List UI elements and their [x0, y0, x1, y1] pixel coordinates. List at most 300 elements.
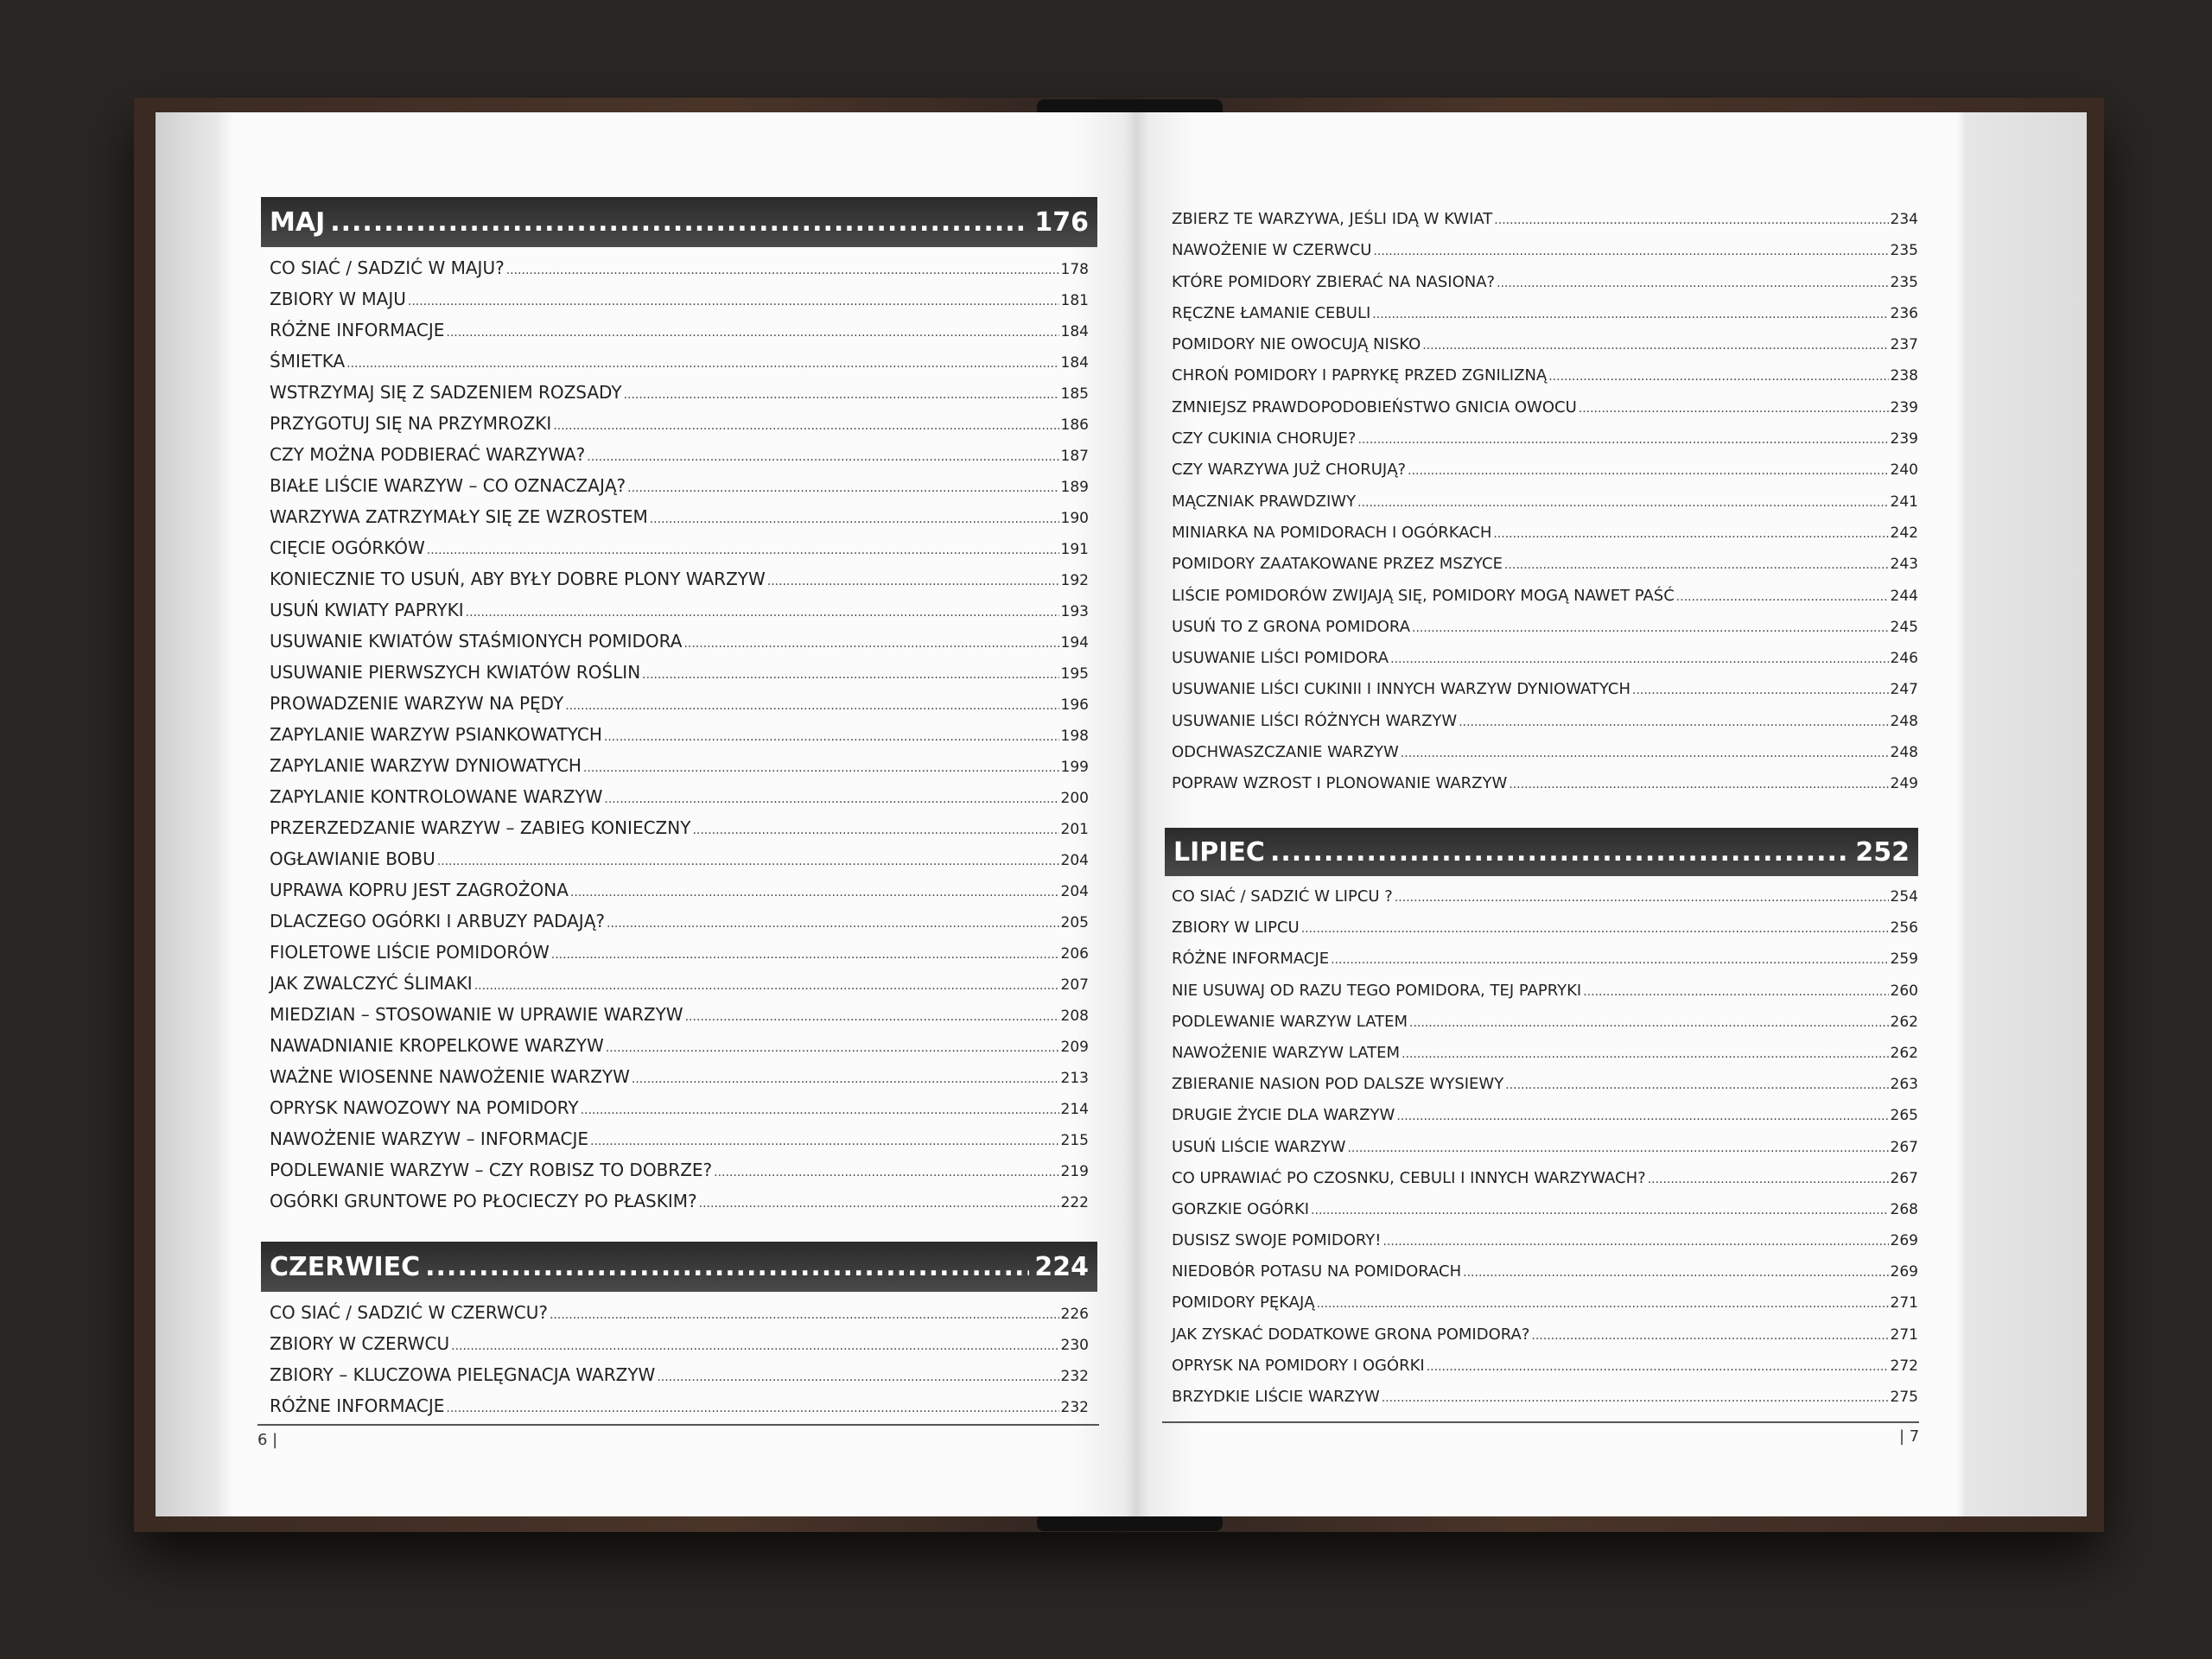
- leader-dots: [570, 877, 1059, 906]
- toc-entry: [261, 937, 1097, 968]
- entry-title: BRZYDKIE LIŚCIE WARZYW: [1172, 1388, 1380, 1406]
- entry-title: FIOLETOWE LIŚCIE POMIDORÓW: [270, 942, 550, 963]
- entry-page: 269: [1890, 1263, 1918, 1281]
- toc-entry: [1165, 1069, 1918, 1100]
- leader-dots: [437, 846, 1059, 874]
- entry-title: USUWANIE PIERWSZYCH KWIATÓW ROŚLIN: [270, 662, 641, 683]
- entry-title: MĄCZNIAK PRAWDZIWY: [1172, 492, 1357, 511]
- entry-title: DRUGIE ŻYCIE DLA WARZYW: [1172, 1106, 1395, 1125]
- entry-title: CIĘCIE OGÓRKÓW: [270, 537, 425, 558]
- toc-entry: [261, 346, 1097, 377]
- leader-dots: [607, 908, 1059, 937]
- leader-dots: [1463, 1257, 1888, 1287]
- toc-entry: [1165, 267, 1918, 298]
- toc-entry: [261, 439, 1097, 470]
- toc-entry: [1165, 912, 1918, 944]
- toc-entry: [261, 968, 1097, 999]
- leader-dots: [1402, 1039, 1888, 1069]
- leader-dots: [1396, 1101, 1888, 1131]
- entry-title: ZBIORY W CZERWCU: [270, 1333, 450, 1354]
- entry-title: NIEDOBÓR POTASU NA POMIDORACH: [1172, 1262, 1462, 1281]
- leader-dots: [451, 1331, 1058, 1359]
- entry-page: 204: [1060, 883, 1089, 900]
- toc-entry: [1165, 1132, 1918, 1163]
- toc-entry: [1165, 204, 1918, 235]
- entry-page: 232: [1060, 1368, 1089, 1385]
- toc-entry: [261, 688, 1097, 719]
- leader-dots: [1383, 1226, 1889, 1256]
- toc-entry: [1165, 1256, 1918, 1287]
- entry-title: NIE USUWAJ OD RAZU TEGO POMIDORA, TEJ PAPRYKI: [1172, 981, 1582, 1000]
- toc-entry: [261, 1123, 1097, 1154]
- leader-dots: [692, 815, 1058, 843]
- entry-page: 260: [1890, 982, 1918, 1000]
- section-page: 224: [1034, 1251, 1089, 1282]
- leader-dots: [466, 597, 1059, 626]
- leader-dots: [714, 1157, 1058, 1185]
- entry-page: 184: [1060, 323, 1089, 340]
- toc-entry: [261, 315, 1097, 346]
- entry-title: DLACZEGO OGÓRKI I ARBUZY PADAJĄ?: [270, 911, 605, 931]
- toc-entry: [261, 1359, 1097, 1390]
- entry-title: CZY CUKINIA CHORUJE?: [1172, 429, 1357, 448]
- leader-dots: [1347, 1133, 1888, 1163]
- toc-continued: [1165, 204, 1918, 800]
- toc-entry: [261, 843, 1097, 874]
- leader-dots: [604, 721, 1059, 750]
- entry-page: 239: [1890, 398, 1918, 416]
- toc-entry: [261, 812, 1097, 843]
- entry-title: NAWADNIANIE KROPELKOWE WARZYW: [270, 1035, 604, 1056]
- leader-dots: [767, 566, 1059, 594]
- entry-page: 239: [1890, 430, 1918, 448]
- entry-title: POPRAW WZROST I PLONOWANIE WARZYW: [1172, 774, 1508, 793]
- footer-rule: [257, 1424, 1099, 1426]
- leader-dots: [1648, 1164, 1889, 1194]
- entry-title: MIEDZIAN – STOSOWANIE W UPRAWIE WARZYW: [270, 1004, 683, 1025]
- entry-title: GORZKIE OGÓRKI: [1172, 1199, 1310, 1218]
- leader-dots: [1373, 236, 1888, 266]
- leader-dots: [604, 784, 1058, 812]
- leader-dots: [1372, 299, 1888, 329]
- entry-page: 267: [1890, 1138, 1918, 1156]
- entry-page: 198: [1060, 728, 1089, 745]
- entry-page: 195: [1060, 665, 1089, 683]
- leader-dots: [1395, 882, 1889, 912]
- toc-entry: [261, 1030, 1097, 1061]
- entry-page: 222: [1060, 1194, 1089, 1211]
- toc-entry: [261, 252, 1097, 283]
- toc-entry: [1165, 1038, 1918, 1069]
- toc-entry: [1165, 329, 1918, 360]
- entry-page: 192: [1060, 572, 1089, 589]
- entry-page: 248: [1890, 744, 1918, 762]
- entry-title: PODLEWANIE WARZYW – CZY ROBISZ TO DOBRZE?: [270, 1160, 713, 1180]
- entry-page: 196: [1060, 696, 1089, 714]
- entry-list: [1165, 204, 1918, 800]
- entry-title: ZBIORY W LIPCU: [1172, 918, 1300, 938]
- leader-dots: [1579, 393, 1889, 423]
- entry-page: 185: [1060, 385, 1089, 403]
- entry-page: 235: [1890, 242, 1918, 260]
- entry-title: KTÓRE POMIDORY ZBIERAĆ NA NASIONA?: [1172, 272, 1496, 291]
- entry-page: 245: [1890, 618, 1918, 636]
- leader-dots: [632, 1064, 1059, 1092]
- toc-entry: [1165, 1163, 1918, 1194]
- leader-dots: [1317, 1288, 1889, 1319]
- entry-page: 209: [1060, 1039, 1089, 1056]
- entry-page: 199: [1060, 759, 1089, 776]
- entry-page: 234: [1890, 211, 1918, 228]
- entry-title: CZY MOŻNA PODBIERAĆ WARZYWA?: [270, 444, 586, 465]
- entry-title: CHROŃ POMIDORY I PAPRYKĘ PRZED ZGNILIZNĄ: [1172, 366, 1548, 385]
- entry-title: NAWOŻENIE WARZYW – INFORMACJE: [270, 1128, 589, 1149]
- leader-dots: [627, 473, 1058, 501]
- section-page: 252: [1855, 836, 1910, 868]
- entry-page: 275: [1890, 1389, 1918, 1406]
- leader-dots: [1497, 268, 1888, 298]
- leader-dots: [657, 1362, 1058, 1390]
- leader-dots: [624, 379, 1059, 408]
- entry-page: 265: [1890, 1107, 1918, 1125]
- toc-entry: [261, 781, 1097, 812]
- leader-dots: [1357, 487, 1888, 518]
- entry-title: PODLEWANIE WARZYW LATEM: [1172, 1012, 1408, 1031]
- toc-entry: [261, 657, 1097, 688]
- entry-page: 249: [1890, 775, 1918, 793]
- entry-title: ZMNIEJSZ PRAWDOPODOBIEŃSTWO GNICIA OWOCU: [1172, 397, 1577, 416]
- section-title: MAJ: [270, 207, 326, 238]
- entry-title: ZBIERZ TE WARZYWA, JEŚLI IDĄ W KWIAT: [1172, 210, 1493, 228]
- entry-page: 186: [1060, 416, 1089, 434]
- toc-entry: [1165, 298, 1918, 329]
- entry-page: 243: [1890, 556, 1918, 574]
- section-header: [261, 1242, 1097, 1292]
- entry-title: ZBIORY W MAJU: [270, 289, 406, 309]
- leader-dots: [1422, 330, 1888, 360]
- section-title: LIPIEC: [1173, 836, 1265, 868]
- toc-entry: [1165, 1319, 1918, 1351]
- entry-page: 178: [1060, 261, 1089, 278]
- entry-title: ZAPYLANIE WARZYW PSIANKOWATYCH: [270, 724, 602, 745]
- entry-page: 244: [1890, 587, 1918, 605]
- leader-dots: [408, 286, 1059, 315]
- toc-entry: [261, 1328, 1097, 1359]
- spine-bottom: [1037, 1514, 1223, 1531]
- entry-page: 206: [1060, 945, 1089, 963]
- leader-dots: [1494, 205, 1888, 235]
- leader-dots: [1509, 769, 1888, 799]
- entry-title: PRZERZEDZANIE WARZYW – ZABIEG KONIECZNY: [270, 817, 691, 838]
- entry-title: DUSISZ SWOJE POMIDORY!: [1172, 1231, 1382, 1250]
- leader-dots: [606, 1033, 1059, 1061]
- entry-title: NAWOŻENIE W CZERWCU: [1172, 241, 1372, 260]
- page-number: | 7: [1899, 1427, 1920, 1446]
- entry-title: WAŻNE WIOSENNE NAWOŻENIE WARZYW: [270, 1066, 630, 1087]
- page-number: 6 |: [257, 1431, 278, 1449]
- toc-entry: [1165, 643, 1918, 674]
- entry-title: USUWANIE KWIATÓW STAŚMIONYCH POMIDORA: [270, 631, 683, 652]
- entry-title: POMIDORY ZAATAKOWANE PRZEZ MSZYCE: [1172, 555, 1503, 574]
- toc-entry: [1165, 1007, 1918, 1038]
- entry-title: USUŃ KWIATY PAPRYKI: [270, 600, 464, 620]
- entry-page: 240: [1890, 461, 1918, 480]
- entry-page: 248: [1890, 712, 1918, 730]
- entry-page: 214: [1060, 1101, 1089, 1118]
- entry-title: ZBIERANIE NASION POD DALSZE WYSIEWY: [1172, 1075, 1504, 1094]
- section-page: 176: [1034, 207, 1089, 238]
- entry-title: BIAŁE LIŚCIE WARZYW – CO OZNACZAJĄ?: [270, 475, 626, 496]
- toc-entry: [1165, 486, 1918, 518]
- entry-title: NAWOŻENIE WARZYW LATEM: [1172, 1043, 1401, 1062]
- entry-page: 272: [1890, 1357, 1918, 1375]
- entry-title: OGŁAWIANIE BOBU: [270, 849, 435, 869]
- toc-entry: [1165, 1100, 1918, 1131]
- toc-section-czerwiec: [261, 1242, 1097, 1421]
- toc-entry: [261, 377, 1097, 408]
- toc-entry: [261, 719, 1097, 750]
- entry-page: 189: [1060, 479, 1089, 496]
- toc-entry: [1165, 360, 1918, 391]
- toc-entry: [1165, 1351, 1918, 1382]
- toc-entry: [1165, 1382, 1918, 1413]
- entry-title: ODCHWASZCZANIE WARZYW: [1172, 743, 1399, 762]
- entry-list: [261, 252, 1097, 1217]
- toc-entry: [1165, 612, 1918, 643]
- entry-title: CO SIAĆ / SADZIĆ W CZERWCU?: [270, 1302, 548, 1323]
- toc-entry: [1165, 1194, 1918, 1225]
- entry-page: 184: [1060, 354, 1089, 372]
- entry-title: POMIDORY NIE OWOCUJĄ NISKO: [1172, 335, 1421, 354]
- leader-dots: [1331, 944, 1888, 975]
- leader-dots: [425, 1252, 1029, 1282]
- entry-page: 226: [1060, 1306, 1089, 1323]
- leader-dots: [1632, 675, 1889, 705]
- toc-section-maj: [261, 197, 1097, 1217]
- leader-dots: [590, 1126, 1059, 1154]
- leader-dots: [587, 442, 1058, 470]
- entry-title: POMIDORY PĘKAJĄ: [1172, 1294, 1315, 1313]
- leader-dots: [685, 1001, 1059, 1030]
- leader-dots: [1583, 976, 1888, 1007]
- entry-title: KONIECZNIE TO USUŃ, ABY BYŁY DOBRE PLONY WARZYW: [270, 569, 766, 589]
- entry-title: ZAPYLANIE KONTROLOWANE WARZYW: [270, 786, 603, 807]
- entry-title: WARZYWA ZATRZYMAŁY SIĘ ZE WZROSTEM: [270, 506, 648, 527]
- entry-page: 241: [1890, 493, 1918, 511]
- toc-entry: [261, 532, 1097, 563]
- entry-title: CO SIAĆ / SADZIĆ W LIPCU ?: [1172, 887, 1393, 906]
- toc-entry: [1165, 674, 1918, 705]
- entry-title: CO SIAĆ / SADZIĆ W MAJU?: [270, 257, 505, 278]
- toc-entry: [261, 1092, 1097, 1123]
- leader-dots: [683, 628, 1058, 657]
- leader-dots: [550, 1300, 1059, 1328]
- entry-page: 254: [1890, 888, 1918, 906]
- entry-page: 238: [1890, 367, 1918, 385]
- toc-entry: [261, 1297, 1097, 1328]
- section-header: [1165, 828, 1918, 876]
- leader-dots: [1493, 518, 1888, 549]
- leader-dots: [1270, 837, 1850, 868]
- leader-dots: [1301, 913, 1889, 944]
- entry-page: 237: [1890, 336, 1918, 354]
- leader-dots: [1408, 455, 1888, 486]
- leader-dots: [1427, 1351, 1889, 1382]
- entry-title: RĘCZNE ŁAMANIE CEBULI: [1172, 303, 1371, 322]
- entry-title: OPRYSK NA POMIDORY I OGÓRKI: [1172, 1356, 1425, 1375]
- leader-dots: [1412, 613, 1889, 643]
- leader-dots: [446, 317, 1058, 346]
- toc-entry: [261, 1061, 1097, 1092]
- entry-page: 236: [1890, 304, 1918, 322]
- toc-entry: [261, 408, 1097, 439]
- toc-entry: [1165, 549, 1918, 580]
- toc-entry: [261, 1185, 1097, 1217]
- leader-dots: [583, 753, 1059, 781]
- entry-page: 201: [1060, 821, 1089, 838]
- entry-page: 215: [1060, 1132, 1089, 1149]
- leader-dots: [1382, 1382, 1889, 1413]
- leader-dots: [474, 970, 1059, 999]
- toc-entry: [1165, 768, 1918, 799]
- leader-dots: [1409, 1007, 1889, 1038]
- entry-title: RÓŻNE INFORMACJE: [270, 320, 445, 340]
- leader-dots: [1311, 1195, 1888, 1225]
- section-header: [261, 197, 1097, 247]
- entry-page: 213: [1060, 1070, 1089, 1087]
- entry-page: 204: [1060, 852, 1089, 869]
- entry-page: 247: [1890, 681, 1918, 699]
- leader-dots: [1531, 1320, 1888, 1351]
- entry-page: 187: [1060, 448, 1089, 465]
- entry-title: ZAPYLANIE WARZYW DYNIOWATYCH: [270, 755, 582, 776]
- toc-entry: [261, 1154, 1097, 1185]
- entry-title: LIŚCIE POMIDORÓW ZWIJAJĄ SIĘ, POMIDORY MOGĄ NAWET PAŚĆ: [1172, 586, 1675, 605]
- entry-page: 232: [1060, 1399, 1089, 1416]
- entry-page: 200: [1060, 790, 1089, 807]
- entry-title: WSTRZYMAJ SIĘ Z SADZENIEM ROZSADY: [270, 382, 622, 403]
- leader-dots: [446, 1393, 1058, 1421]
- entry-page: 205: [1060, 914, 1089, 931]
- toc-entry: [1165, 235, 1918, 266]
- entry-title: PROWADZENIE WARZYW NA PĘDY: [270, 693, 564, 714]
- toc-entry: [1165, 392, 1918, 423]
- toc-entry: [261, 283, 1097, 315]
- entry-title: OGÓRKI GRUNTOWE PO PŁOCIECZY PO PŁASKIM?: [270, 1191, 697, 1211]
- toc-entry: [1165, 1287, 1918, 1319]
- entry-page: 256: [1890, 919, 1918, 938]
- leader-dots: [1676, 582, 1889, 612]
- entry-title: UPRAWA KOPRU JEST ZAGROŻONA: [270, 880, 569, 900]
- toc-entry: [261, 501, 1097, 532]
- toc-entry: [1165, 518, 1918, 549]
- entry-list: [261, 1297, 1097, 1421]
- toc-entry: [261, 906, 1097, 937]
- toc-entry: [261, 470, 1097, 501]
- entry-list: [1165, 881, 1918, 1413]
- entry-page: 190: [1060, 510, 1089, 527]
- entry-title: ŚMIETKA: [270, 351, 346, 372]
- leader-dots: [650, 504, 1059, 532]
- entry-title: RÓŻNE INFORMACJE: [270, 1395, 445, 1416]
- leader-dots: [553, 410, 1058, 439]
- entry-page: 246: [1890, 650, 1918, 668]
- leader-dots: [1357, 424, 1888, 454]
- leader-dots: [1504, 550, 1889, 580]
- toc-entry: [261, 874, 1097, 906]
- toc-entry: [261, 1390, 1097, 1421]
- toc-entry: [261, 750, 1097, 781]
- entry-page: 230: [1060, 1337, 1089, 1354]
- toc-entry: [261, 626, 1097, 657]
- leader-dots: [506, 255, 1059, 283]
- toc-entry: [1165, 944, 1918, 975]
- toc-entry: [1165, 423, 1918, 454]
- entry-title: OPRYSK NAWOZOWY NA POMIDORY: [270, 1097, 579, 1118]
- entry-page: 242: [1890, 524, 1918, 542]
- entry-page: 191: [1060, 541, 1089, 558]
- section-title: CZERWIEC: [270, 1251, 421, 1282]
- toc-entry: [1165, 737, 1918, 768]
- leader-dots: [346, 348, 1058, 377]
- leader-dots: [565, 690, 1058, 719]
- entry-page: 271: [1890, 1294, 1918, 1313]
- entry-page: 262: [1890, 1013, 1918, 1031]
- leader-dots: [581, 1095, 1059, 1123]
- entry-title: CZY WARZYWA JUŻ CHORUJĄ?: [1172, 461, 1407, 480]
- entry-title: ZBIORY – KLUCZOWA PIELĘGNACJA WARZYW: [270, 1364, 656, 1385]
- leader-dots: [1401, 738, 1889, 768]
- entry-page: 235: [1890, 273, 1918, 291]
- leader-dots: [330, 207, 1029, 238]
- entry-title: JAK ZYSKAĆ DODATKOWE GRONA POMIDORA?: [1172, 1325, 1530, 1344]
- leader-dots: [1390, 644, 1888, 674]
- entry-title: JAK ZWALCZYĆ ŚLIMAKI: [270, 973, 473, 994]
- entry-page: 271: [1890, 1325, 1918, 1344]
- entry-title: USUWANIE LIŚCI POMIDORA: [1172, 649, 1389, 668]
- entry-page: 259: [1890, 950, 1918, 969]
- entry-page: 194: [1060, 634, 1089, 652]
- leader-dots: [551, 939, 1059, 968]
- toc-entry: [1165, 454, 1918, 486]
- entry-title: RÓŻNE INFORMACJE: [1172, 950, 1330, 969]
- toc-section-lipiec: [1165, 828, 1918, 1413]
- entry-page: 207: [1060, 976, 1089, 994]
- toc-entry: [1165, 881, 1918, 912]
- toc-entry: [1165, 976, 1918, 1007]
- footer-rule: [1162, 1421, 1919, 1423]
- entry-page: 208: [1060, 1007, 1089, 1025]
- leader-dots: [699, 1188, 1059, 1217]
- toc-entry: [261, 999, 1097, 1030]
- entry-page: 193: [1060, 603, 1089, 620]
- entry-page: 268: [1890, 1200, 1918, 1218]
- entry-page: 267: [1890, 1169, 1918, 1187]
- entry-page: 269: [1890, 1232, 1918, 1250]
- entry-page: 262: [1890, 1044, 1918, 1062]
- toc-entry: [1165, 706, 1918, 737]
- toc-entry: [1165, 1225, 1918, 1256]
- leader-dots: [427, 535, 1059, 563]
- entry-page: 181: [1060, 292, 1089, 309]
- entry-title: MINIARKA NA POMIDORACH I OGÓRKACH: [1172, 523, 1492, 542]
- toc-entry: [261, 594, 1097, 626]
- entry-page: 219: [1060, 1163, 1089, 1180]
- entry-title: USUŃ TO Z GRONA POMIDORA: [1172, 617, 1411, 636]
- leader-dots: [642, 659, 1058, 688]
- leader-dots: [1548, 361, 1888, 391]
- toc-entry: [1165, 581, 1918, 612]
